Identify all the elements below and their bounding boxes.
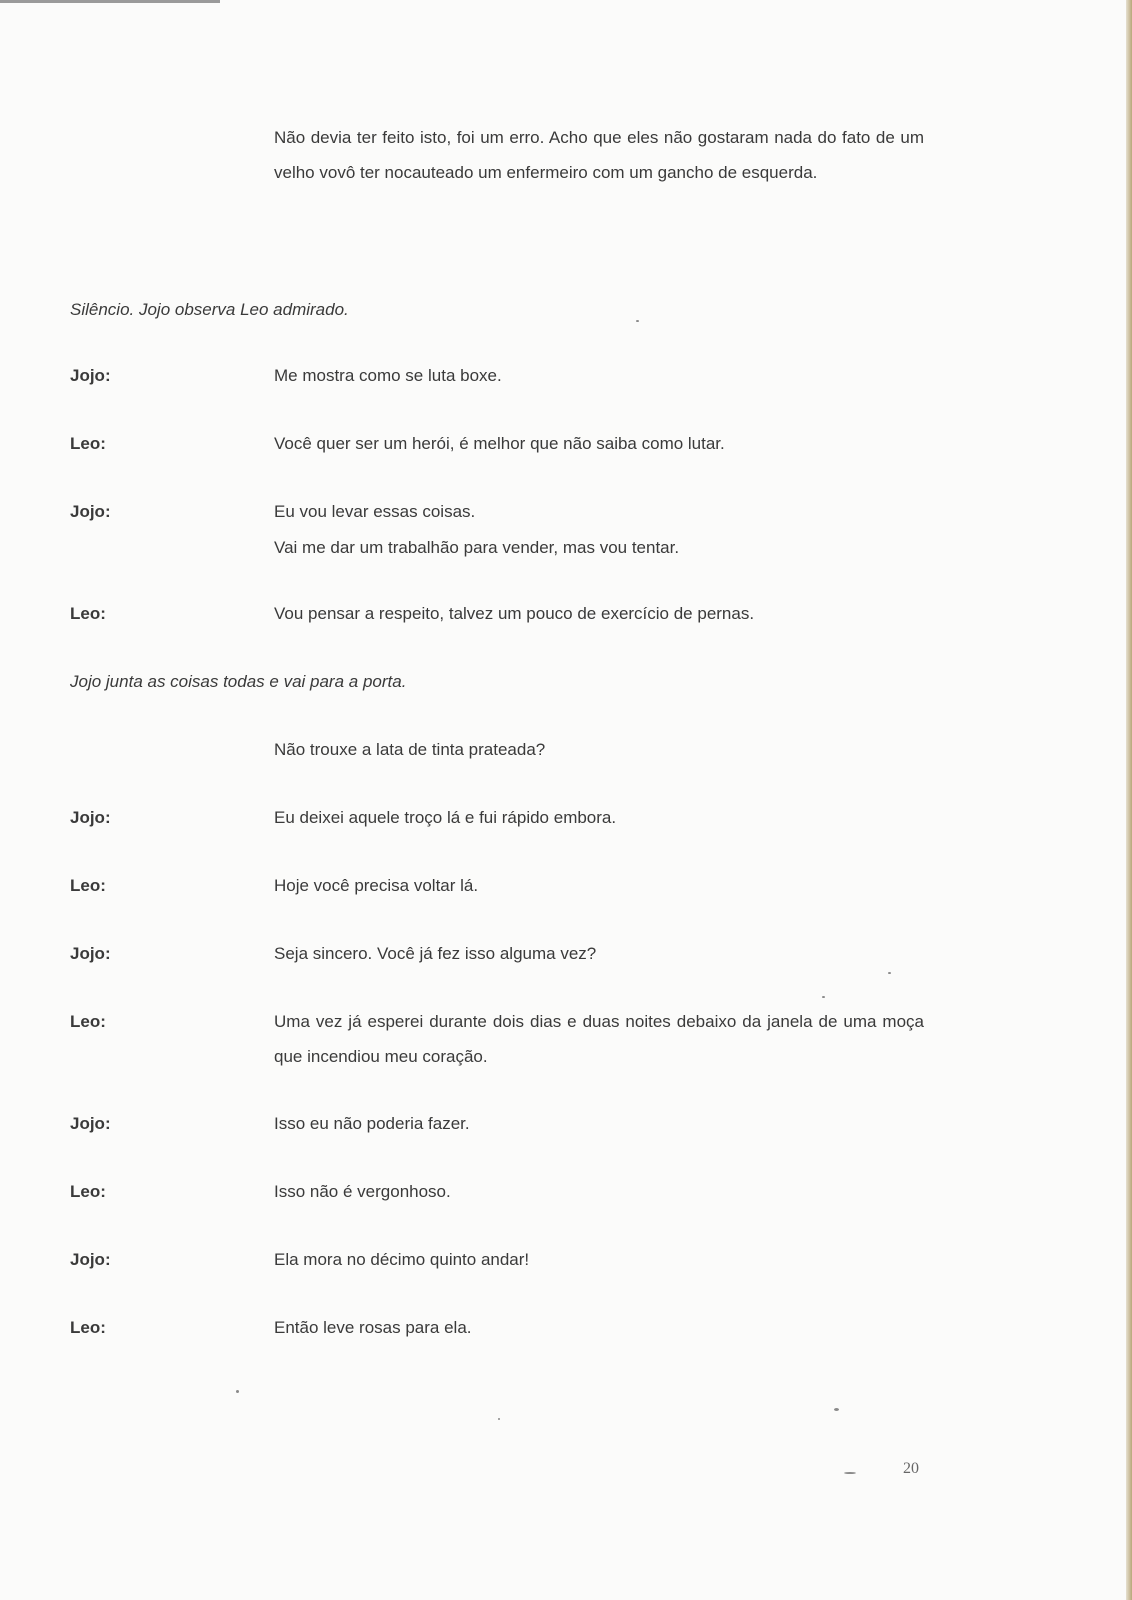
speaker-label: Jojo: [70, 1250, 111, 1269]
scan-speck [236, 1390, 239, 1393]
dialogue-line: Eu vou levar essas coisas. [274, 502, 476, 521]
dialogue-line: Não trouxe a lata de tinta prateada? [274, 740, 546, 759]
page-number: 20 [903, 1460, 919, 1477]
scan-speck [888, 972, 891, 974]
scan-speck [498, 1418, 500, 1420]
speaker-label: Jojo: [70, 944, 111, 963]
scan-speck [834, 1408, 839, 1411]
stage-direction: Silêncio. Jojo observa Leo admirado. [70, 300, 349, 319]
dialogue-line: Você quer ser um herói, é melhor que não saiba como lutar. [274, 434, 725, 453]
dialogue-line: Hoje você precisa voltar lá. [274, 876, 479, 895]
dialogue-line: Eu deixei aquele troço lá e fui rápido embora. [274, 808, 617, 827]
scan-speck [636, 320, 639, 322]
speaker-label: Jojo: [70, 1114, 111, 1133]
speaker-label: Jojo: [70, 366, 111, 385]
speaker-label: Leo: [70, 434, 106, 453]
dialogue-line: Vou pensar a respeito, talvez um pouco de exercício de pernas. [274, 604, 755, 623]
speaker-label: Jojo: [70, 502, 111, 521]
scan-speck [822, 996, 825, 998]
dialogue-line: Uma vez já esperei durante dois dias e duas noites debaixo da janela de uma moça que incendiou meu coração. [274, 1012, 924, 1066]
speaker-label: Leo: [70, 604, 106, 623]
stage-direction: Jojo junta as coisas todas e vai para a porta. [70, 672, 407, 691]
scan-speck [844, 1472, 856, 1474]
intro-paragraph: Não devia ter feito isto, foi um erro. Acho que eles não gostaram nada do fato de um velho vovô ter nocauteado um enfermeiro com um gancho de esquerda. [274, 128, 924, 182]
scan-right-edge [1126, 0, 1132, 1600]
dialogue-line: Isso não é vergonhoso. [274, 1182, 451, 1201]
dialogue-line: Me mostra como se luta boxe. [274, 366, 502, 385]
speaker-label: Leo: [70, 1318, 106, 1337]
speaker-label: Leo: [70, 876, 106, 895]
dialogue-line: Então leve rosas para ela. [274, 1318, 472, 1337]
scan-top-edge [0, 0, 220, 3]
speaker-label: Jojo: [70, 808, 111, 827]
dialogue-line: Seja sincero. Você já fez isso alguma vez? [274, 944, 597, 963]
dialogue-line: Isso eu não poderia fazer. [274, 1114, 470, 1133]
speaker-label: Leo: [70, 1182, 106, 1201]
dialogue-line: Ela mora no décimo quinto andar! [274, 1250, 530, 1269]
dialogue-line: Vai me dar um trabalhão para vender, mas vou tentar. [274, 538, 680, 557]
speaker-label: Leo: [70, 1012, 106, 1031]
